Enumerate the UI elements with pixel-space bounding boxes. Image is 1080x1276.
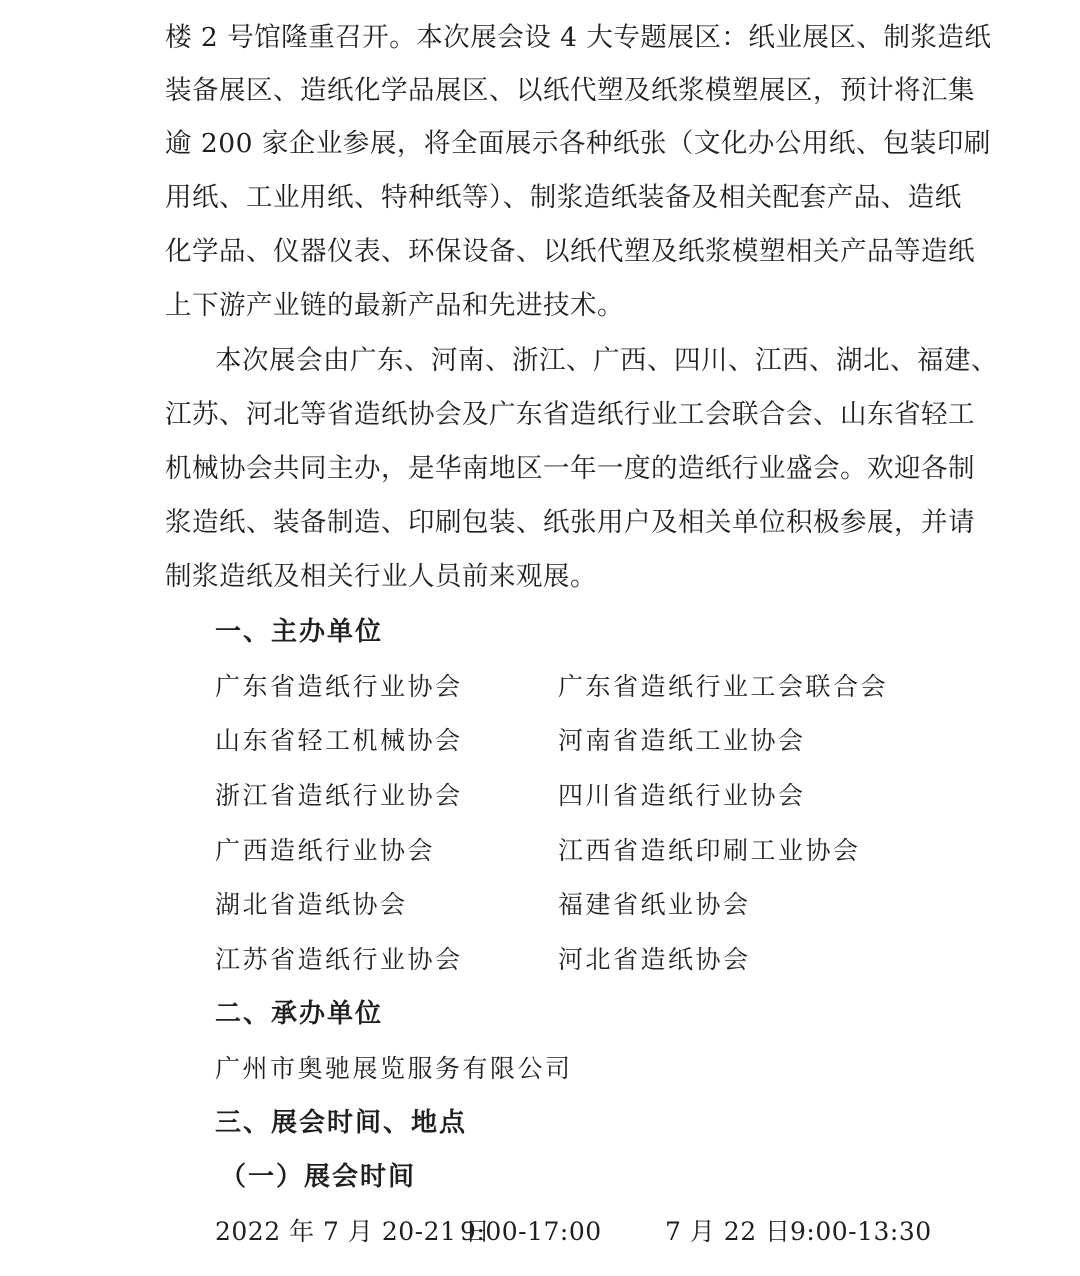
text-line: 楼 2 号馆隆重召开。本次展会设 4 大专题展区：纸业展区、制浆造纸 xyxy=(165,22,992,53)
text-line: 制浆造纸及相关行业人员前来观展。 xyxy=(165,561,597,592)
section-heading-time-venue: 三、展会时间、地点 xyxy=(215,1108,468,1138)
section-heading-undertaker: 二、承办单位 xyxy=(215,999,384,1029)
text-line: 逾 200 家企业参展，将全面展示各种纸张（文化办公用纸、包装印刷 xyxy=(165,128,991,159)
schedule-time: 9:00-13:30 xyxy=(790,1217,932,1246)
host-org: 湖北省造纸协会 xyxy=(215,890,408,919)
schedule-time: 9:00-17:00 xyxy=(460,1217,602,1246)
text-line: 装备展区、造纸化学品展区、以纸代塑及纸浆模塑展区，预计将汇集 xyxy=(165,75,975,106)
text-line: 机械协会共同主办，是华南地区一年一度的造纸行业盛会。欢迎各制 xyxy=(165,453,975,484)
text-line: 江苏、河北等省造纸协会及广东省造纸行业工会联合会、山东省轻工 xyxy=(165,399,975,430)
host-org: 河北省造纸协会 xyxy=(558,945,751,974)
text-line: 本次展会由广东、河南、浙江、广西、四川、江西、湖北、福建、 xyxy=(215,345,998,376)
host-org: 广西造纸行业协会 xyxy=(215,836,436,865)
undertaker-org: 广州市奥驰展览服务有限公司 xyxy=(215,1054,573,1083)
text-line: 用纸、工业用纸、特种纸等）、制浆造纸装备及相关配套产品、造纸 xyxy=(165,182,962,213)
text-line: 浆造纸、装备制造、印刷包装、纸张用户及相关单位积极参展，并请 xyxy=(165,507,975,538)
text-line: 化学品、仪器仪表、环保设备、以纸代塑及纸浆模塑相关产品等造纸 xyxy=(165,236,975,267)
host-org: 山东省轻工机械协会 xyxy=(215,726,463,755)
section-heading-hosts: 一、主办单位 xyxy=(215,617,384,647)
host-org: 河南省造纸工业协会 xyxy=(558,726,806,755)
host-org: 广东省造纸行业工会联合会 xyxy=(558,672,889,701)
host-org: 江西省造纸印刷工业协会 xyxy=(558,836,861,865)
text-line: 上下游产业链的最新产品和先进技术。 xyxy=(165,290,624,321)
schedule-date: 2022 年 7 月 20-21 日 xyxy=(215,1217,491,1246)
host-org: 四川省造纸行业协会 xyxy=(558,781,806,810)
host-org: 浙江省造纸行业协会 xyxy=(215,781,463,810)
schedule-date: 7 月 22 日 xyxy=(665,1217,791,1246)
host-org: 广东省造纸行业协会 xyxy=(215,672,463,701)
subsection-heading-time: （一）展会时间 xyxy=(220,1162,417,1192)
host-org: 江苏省造纸行业协会 xyxy=(215,945,463,974)
host-org: 福建省纸业协会 xyxy=(558,890,751,919)
